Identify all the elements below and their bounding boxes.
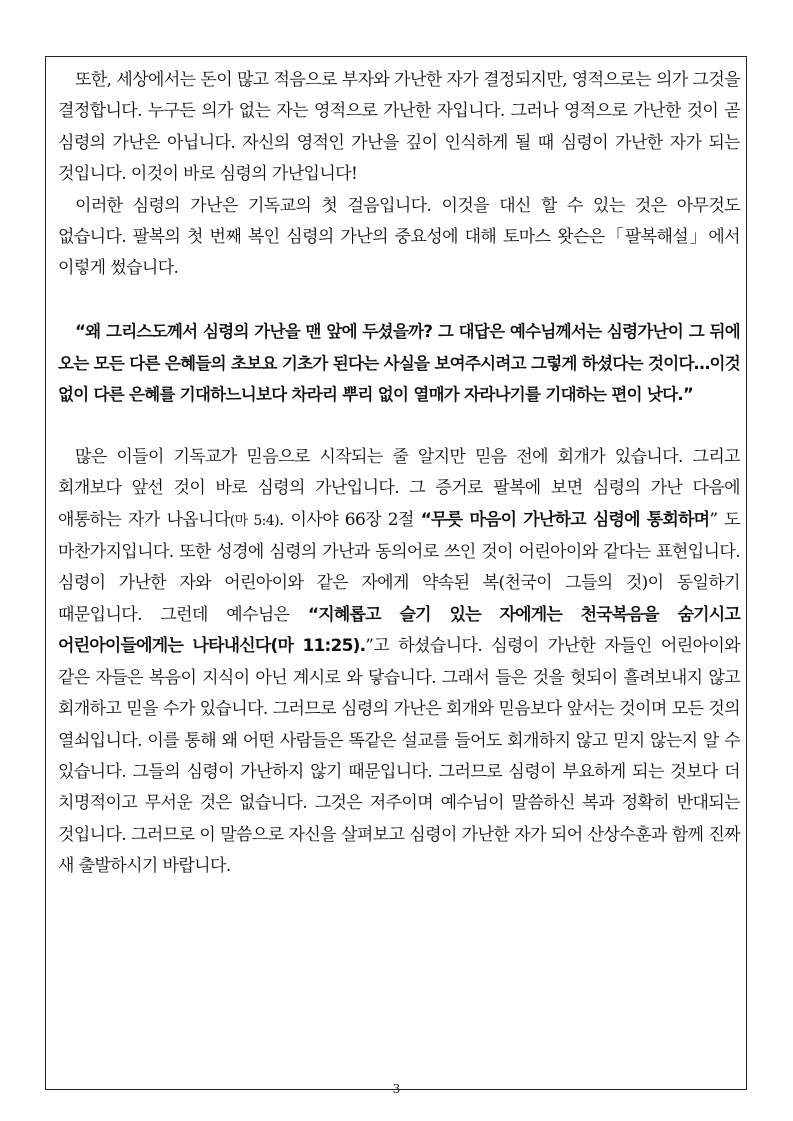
paragraph-first-step: 이러한 심령의 가난은 기독교의 첫 걸음입니다. 이것을 대신 할 수 있는 것은 아무것도 없습니다. 팔복의 첫 번째 복인 심령의 가난의 중요성에 대해 토마스 왓슨은「팔복해설」에서 이렇게 썼습니다.: [58, 195, 740, 279]
blank-line: [58, 410, 740, 441]
page-frame: [45, 56, 747, 1090]
text-run: ”고 하셨습니다. 심령이 가난한 자들인 어린아이와 같은 자들은 복음이 지식이 아닌 계시로 와 닿습니다. 그래서 들은 것을 헛되이 흘려보내지 않고 회개하고 믿을 수가 있습니다. 그러므로 심령의 가난은 회개와 믿음보다 앞서는 것이며 모든 것의 열쇠입니다. 이를 통해 왜 어떤 사람들은 똑같은 설교를 들어도 회개하지 않고 믿지 않는지 알 수 있습니다. 그들의 심령이 가난하지 않기 때문입니다. 그러므로 심령이 부요하게 되는 것보다 더 치명적이고 무서운 것은 없습니다. 그것은 저주이며 예수님이 말씀하신 복과 정확히 반대되는 것입니다. 그러므로 이 말씀으로 자신을 살펴보고 심령이 가난한 자가 되어 산상수훈과 함께 진짜 새 출발하시기 바랍니다.: [58, 636, 741, 877]
text-run: 많은 이들이 기독교가 믿음으로 시작되는 줄 알지만 믿음 전에 회개가 있습니다. 그리고 회개보다 앞선 것이 바로 심령의 가난입니다. 그 증거로 팔복에 보면 심령의 가난 다음에 애통하는 자가 나옵니다: [58, 446, 740, 530]
paragraph-wealth-and-righteousness: 또한, 세상에서는 돈이 많고 적음으로 부자와 가난한 자가 결정되지만, 영적으로는 의가 그것을 결정합니다. 누구든 의가 없는 자는 영적으로 가난한 자입니다. 그러나 영적으로 가난한 것이 곧 심령의 가난은 아닙니다. 자신의 영적인 가난을 깊이 인식하게 될 때 심령이 가난한 자가 되는 것입니다. 이것이 바로 심령의 가난입니다!: [58, 70, 740, 185]
blank-line: [58, 285, 740, 316]
paragraph-repentance: [58, 442, 740, 883]
emphasized-verse: “무릇 마음이 가난하고 심령에 통회하며: [420, 509, 710, 530]
text-run: . 이사야 66장 2절: [278, 509, 421, 530]
page-number: - 3 -: [384, 1082, 409, 1096]
scripture-reference: (마 5:4): [229, 512, 279, 529]
emphasized-verse: “지혜롭고 슬기 있는 자에게는 천국복음을 숨기시고 어린아이들에게는 나타내신다(마 11:25).: [58, 604, 740, 657]
text-run: ” 도 마찬가지입니다. 또한 성경에 심령의 가난과 동의어로 쓰인 것이 어린아이와 같다는 표현입니다. 심령이 가난한 자와 어린아이와 같은 자에게 약속된 복(천국이 그들의 것)이 동일하기 때문입니다. 그런데 예수님은: [58, 509, 740, 625]
quote-thomas-watson: “왜 그리스도께서 심령의 가난을 맨 앞에 두셨을까? 그 대답은 예수님께서는 심령가난이 그 뒤에 오는 모든 다른 은혜들의 초보요 기초가 된다는 사실을 보여주시려고 그렇게 하셨다는 것이다…이것 없이 다른 은혜를 기대하느니보다 차라리 뿌리 없이 열매가 자라나기를 기대하는 편이 낫다.”: [58, 322, 740, 405]
